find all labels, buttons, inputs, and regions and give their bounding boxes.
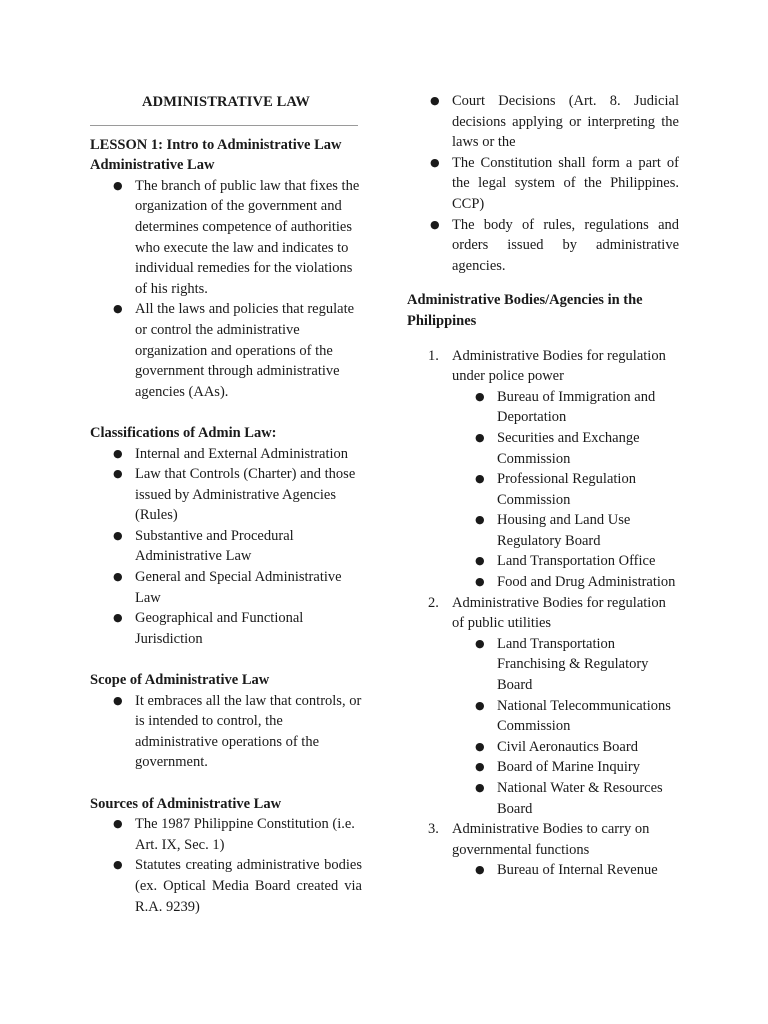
scope-heading: Scope of Administrative Law	[90, 672, 270, 689]
group-number: 2.	[428, 594, 439, 611]
agency-item: ● National Water & Resources Board	[497, 778, 679, 819]
spacer	[90, 402, 362, 423]
agency-item: ● Board of Marine Inquiry	[497, 757, 679, 778]
agency-list	[452, 860, 679, 881]
classifications-list	[90, 444, 362, 650]
spacer	[90, 773, 362, 794]
group-number: 3.	[428, 821, 439, 838]
agency-list	[452, 634, 679, 819]
definition-heading: Administrative Law	[90, 157, 215, 174]
list-item: ● The 1987 Philippine Constitution (i.e. Art. IX, Sec. 1)	[135, 814, 362, 855]
sources-heading: Sources of Administrative Law	[90, 795, 282, 812]
spacer	[407, 276, 679, 290]
agency-list	[452, 387, 679, 593]
lesson-heading: LESSON 1: Intro to Administrative Law	[90, 136, 342, 153]
sources-list	[90, 814, 362, 917]
agency-item: ● Land Transportation Office	[497, 551, 679, 572]
agency-item: ● Civil Aeronautics Board	[497, 737, 679, 758]
list-item: ● Geographical and Functional Jurisdiction	[135, 608, 362, 649]
list-item: ● The Constitution shall form a part of the legal system of the Philippines. CCP)	[452, 153, 679, 215]
agency-item: ● Bureau of Internal Revenue	[497, 860, 679, 881]
list-item: ● It embraces all the law that controls, or is intended to control, the administrative operations of the government.	[135, 691, 362, 773]
definition-list	[90, 176, 362, 403]
list-item: ● Substantive and Procedural Administrative Law	[135, 526, 362, 567]
list-item: ● Law that Controls (Charter) and those issued by Administrative Agencies (Rules)	[135, 464, 362, 526]
spacer	[90, 649, 362, 670]
left-column	[90, 91, 362, 917]
classifications-heading: Classifications of Admin Law:	[90, 424, 277, 441]
agency-item: ● Housing and Land Use Regulatory Board	[497, 510, 679, 551]
agency-group	[428, 593, 679, 820]
group-number: 1.	[428, 347, 439, 364]
spacer	[407, 332, 679, 346]
agency-item: ● Securities and Exchange Commission	[497, 428, 679, 469]
agency-item: ● Bureau of Immigration and Deportation	[497, 387, 679, 428]
agency-group	[428, 346, 679, 593]
list-item: ● All the laws and policies that regulate or control the administrative organization and operations of the government through administrative agencies (AAs).	[135, 299, 362, 402]
list-item: ● Internal and External Administration	[135, 444, 362, 465]
agency-group	[428, 819, 679, 881]
bodies-heading: Administrative Bodies/Agencies in the Philippines	[407, 292, 643, 329]
group-label: Administrative Bodies to carry on governmental functions	[452, 821, 650, 858]
title-divider	[90, 125, 358, 126]
list-item: ● The branch of public law that fixes the organization of the government and determines competence of authorities who execute the law and indicates to individual remedies for the violations of his rights.	[135, 176, 362, 300]
list-item: ● General and Special Administrative Law	[135, 567, 362, 608]
agency-groups-list	[407, 346, 679, 881]
group-label: Administrative Bodies for regulation under police power	[452, 347, 666, 385]
document-title: ADMINISTRATIVE LAW	[142, 94, 310, 110]
right-column	[407, 91, 679, 881]
sources-list-continued	[407, 91, 679, 276]
scope-list	[90, 691, 362, 773]
agency-item: ● Land Transportation Franchising & Regulatory Board	[497, 634, 679, 696]
agency-item: ● Food and Drug Administration	[497, 572, 679, 593]
group-label: Administrative Bodies for regulation of public utilities	[452, 594, 666, 632]
list-item: ● Court Decisions (Art. 8. Judicial decisions applying or interpreting the laws or the	[452, 91, 679, 153]
agency-item: ● National Telecommunications Commission	[497, 696, 679, 737]
agency-item: ● Professional Regulation Commission	[497, 469, 679, 510]
list-item: ● Statutes creating administrative bodies (ex. Optical Media Board created via R.A. 9239)	[135, 855, 362, 917]
list-item: ● The body of rules, regulations and orders issued by administrative agencies.	[452, 215, 679, 277]
